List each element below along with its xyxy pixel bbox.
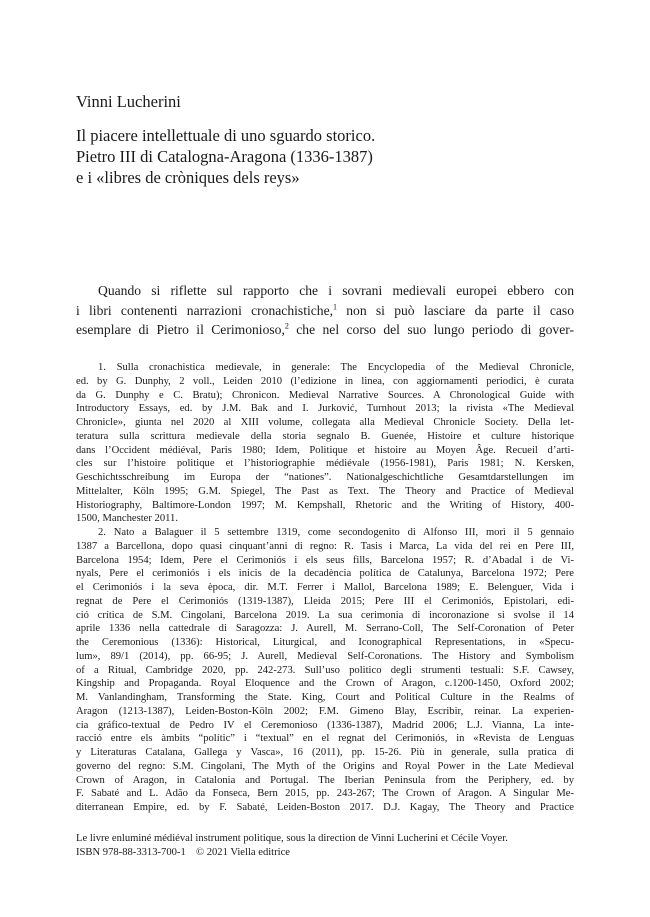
footnote-2-line: lum», 89/1 (2014), pp. 66-95; J. Aurell, Medieval Self-Coronations. The History and Symbolism <box>76 650 574 662</box>
footnote-2-line: governo del regno: S.M. Cingolani, The Myth of the Origins and Royal Power in the Late Medieval <box>76 760 574 772</box>
isbn-copyright-line <box>76 846 576 860</box>
footnote-1-line: Geschichtsschreibung im Europa der “nationes”. Nationalgeschichtliche Gesamtdarstellungen im <box>76 472 574 483</box>
footnote-2-line: diterranean Empire, ed. by F. Sabaté, Leiden-Boston 2017. D.J. Kagay, The Theory and Practice <box>76 802 574 813</box>
footnote-2-line: racció entre els àmbits “polític” i “textual” en el regnat del Cerimoniós, in «Revista de Lenguas <box>76 733 574 745</box>
body-text <box>76 281 574 340</box>
body-text-segment: che nel corso del suo lungo periodo di gover- <box>288 322 575 337</box>
footnote-2-line: aprile 1336 nella cattedrale di Saragozza: J. Aurell, M. Serrano-Coll, The Self-Coronation of Peter <box>76 623 574 635</box>
footnote-1-line: da G. Dunphy e C. Bratu); Chronicon. Medieval Narrative Sources. A Chronological Guide with <box>76 389 574 401</box>
copyright: © 2021 Viella editrice <box>196 846 290 858</box>
body-text-segment: esemplare di Pietro il Cerimonioso, <box>76 322 285 337</box>
footnote-2-line: 2. Nato a Balaguer il 5 settembre 1319, come secondogenito di Alfonso III, morì il 5 gennaio <box>98 527 574 538</box>
footnote-2-line: Kingship and Propaganda. Royal Eloquence and the Crown of Aragon, c.1200-1450, Oxford 2002; <box>76 678 574 690</box>
footnote-1-line: teratura sulla scrittura medievale della storia segnalo B. Guenée, Histoire et culture historique <box>76 430 574 442</box>
chapter-title <box>76 125 576 188</box>
footnote-2-line: y Literaturas Catalana, Gallega y Vasca», 16 (2011), pp. 15-26. Più in generale, sulla pratica di <box>76 747 574 758</box>
publication-line: Le livre enluminé médiéval instrument politique, sous la direction de Vinni Lucherini et Cécile Voyer. <box>76 833 508 844</box>
body-line <box>76 301 574 321</box>
chapter-title-line: e i «libres de cròniques dels reys» <box>76 168 300 187</box>
footnote-1-line: ed. by G. Dunphy, 2 voll., Leiden 2010 (l’edizione in linea, con aggiornamenti periodici, è curata <box>76 375 574 387</box>
footnote-1-line: Historiography, Baltimore-London 1997; M. Kempshall, Rhetoric and the Writing of History, 400- <box>76 499 574 511</box>
body-line <box>76 320 574 340</box>
footnote-ref-2[interactable]: 2 <box>284 321 289 331</box>
footnote-2-line: nyals, Pere el cerimoniós i els inicis de la decadència política de Catalunya, Barcelona 1972; Pere <box>76 568 574 580</box>
body-text-segment: non si può lasciare da parte il caso <box>337 302 574 318</box>
imprint-footer <box>76 832 576 859</box>
footnote-2-line: cia gráfico-textual de Pedro IV el Ceremonioso (1336-1387), Madrid 2006; L.J. Vianna, La inte- <box>76 719 574 731</box>
footnote-2-line: Crown of Aragon, in Catalonia and Portugal. The Iberian Peninsula from the Periphery, ed. by <box>76 774 574 786</box>
footnote-2-line: Barcelona 1954; Idem, Pere el Cerimoniós i els seus fills, Barcelona 1957; R. d’Abadal i de Vi- <box>76 554 574 566</box>
footnote-2-line: 1387 a Barcellona, dopo quasi cinquant’anni di regno: R. Tasis i Marca, La vida del rei en Pere III, <box>76 540 574 552</box>
footnote-1-line: Chronicle», giunta nel 2020 al XIII volume, collegata alla Medieval Chronicle Society. Della let- <box>76 417 574 428</box>
footnote-1-line: dans l’Occident médiéval, Paris 1980; Idem, Politique et histoire au Moyen Âge. Recueil d’arti- <box>76 444 574 456</box>
body-line: Quando si riflette sul rapporto che i sovrani medievali europei ebbero con <box>98 283 574 298</box>
footnote-2-line: ció crítica de S.M. Cingolani, Barcelona 2019. La sua cerimonia di incoronazione si svolse il 14 <box>76 609 574 621</box>
footnote-2-line: of a Ritual, Cambridge 2020, pp. 242-273. Sull’uso politico degli strumenti testuali: S.F. Cawsey, <box>76 664 574 676</box>
footnote-1-line: 1500, Manchester 2011. <box>76 513 178 525</box>
footnote-1-line: Introductory Essays, ed. by J.M. Bak and I. Jurković, Turnhout 2013; la rivista «The Medieval <box>76 403 574 415</box>
footnote-2-line: el Cerimoniós i la seva època, dir. M.T. Ferrer i Mallol, Barcelona 1989; E. Belenguer, Vida i <box>76 582 574 593</box>
chapter-author: Vinni Lucherini <box>76 92 181 111</box>
footnote-1-line: 1. Sulla cronachistica medievale, in generale: The Encyclopedia of the Medieval Chronicle, <box>98 362 574 373</box>
footnote-2-line: F. Sabaté and L. Adão da Fonseca, Bern 2015, pp. 243-267; The Crown of Aragon. A Singular Me- <box>76 788 574 800</box>
body-text-segment: i libri contenenti narrazioni cronachistiche, <box>76 302 334 318</box>
footnote-1-line: cles sur l’histoire politique et l’historiographie médiévale (1956-1981), Paris 1981; N. Kersken, <box>76 458 574 470</box>
footnote-2-line: M. Vanlandingham, Transforming the State. King, Court and Political Culture in the Realms of <box>76 692 574 703</box>
footnote-1-line: Mittelalter, Köln 1995; G.M. Spiegel, The Past as Text. The Theory and Practice of Medieval <box>76 485 574 497</box>
footnotes <box>76 361 574 815</box>
footnote-ref-1[interactable]: 1 <box>333 301 338 311</box>
footnote-2-line: regnat de Pere el Cerimoniós (1319-1387), Lleida 2015; Pere III el Cerimoniós, Epistolari, edi- <box>76 595 574 607</box>
chapter-title-line: Pietro III di Catalogna-Aragona (1336-1387) <box>76 147 373 166</box>
isbn: ISBN 978-88-3313-700-1 <box>76 846 186 858</box>
chapter-title-line: Il piacere intellettuale di uno sguardo storico. <box>76 126 376 145</box>
footnote-2-line: Aragon (1213-1387), Leiden-Boston-Köln 2002; F.M. Gimeno Blay, Escribir, reinar. La experien- <box>76 705 574 717</box>
footnote-2-line: the Ceremonious (1336): Historical, Liturgical, and Iconographical Representations, in «Specu- <box>76 637 574 648</box>
